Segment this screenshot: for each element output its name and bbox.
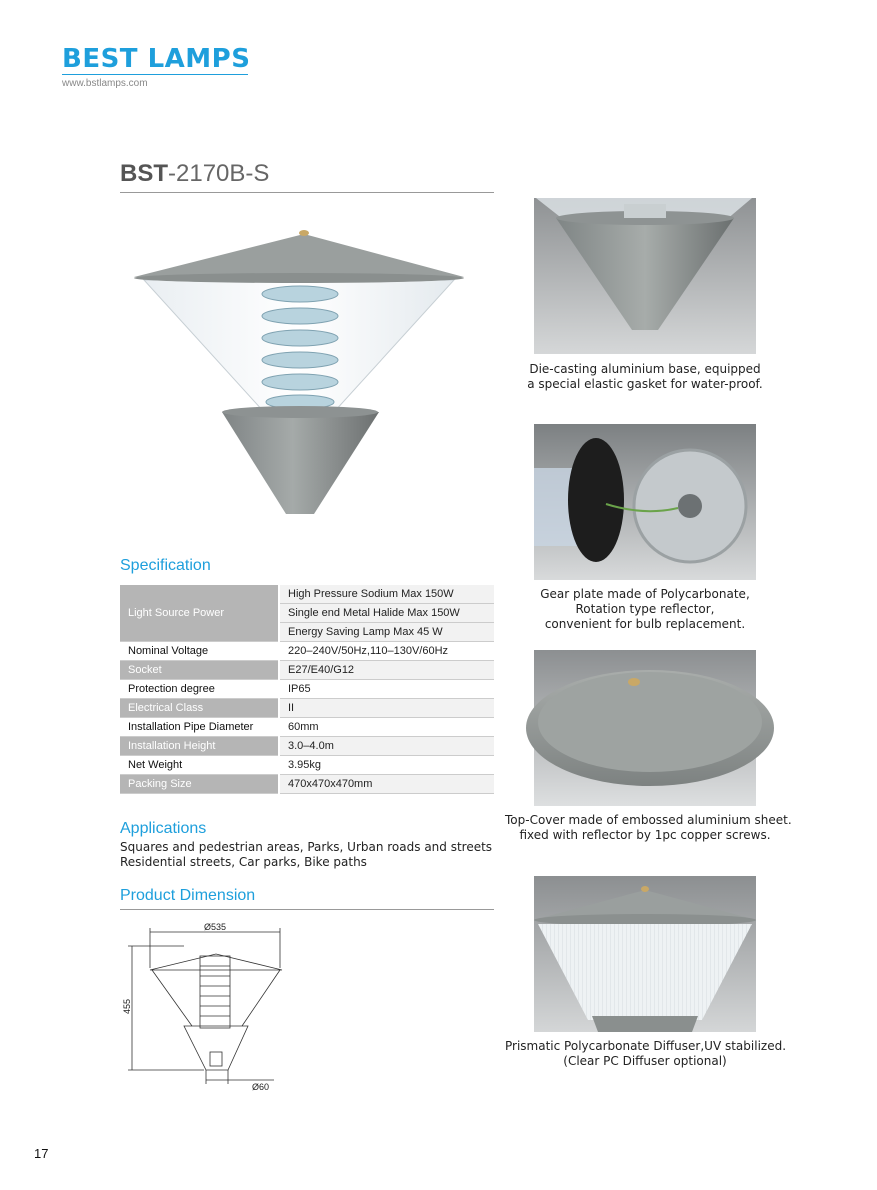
spec-value: 3.95kg — [279, 756, 494, 775]
caption-line: (Clear PC Diffuser optional) — [563, 1054, 727, 1068]
spec-label: Electrical Class — [120, 699, 279, 718]
applications-line: Residential streets, Car parks, Bike paths — [120, 855, 367, 869]
spec-value: 220–240V/50Hz,110–130V/60Hz — [279, 642, 494, 661]
base-caption — [505, 362, 785, 392]
caption-line: convenient for bulb replacement. — [544, 617, 746, 631]
brand-name: BEST LAMPS — [62, 44, 251, 74]
brand-logo — [62, 44, 250, 89]
model-suffix: -2170B-S — [168, 160, 270, 187]
cover-photo — [534, 650, 756, 806]
dimension-drawing — [124, 918, 294, 1100]
caption-line: fixed with reflector by 1pc copper screws. — [519, 828, 771, 842]
spec-value: E27/E40/G12 — [279, 661, 494, 680]
table-row — [120, 699, 494, 718]
diffuser-caption — [505, 1039, 785, 1069]
light-source-value: Single end Metal Halide Max 150W — [279, 604, 494, 623]
table-row — [120, 737, 494, 756]
applications-title: Applications — [120, 820, 207, 837]
spec-label: Nominal Voltage — [120, 642, 279, 661]
table-row — [120, 718, 494, 737]
model-title — [120, 160, 494, 193]
dimension-pipe-label: Ø60 — [252, 1082, 270, 1092]
spec-value: IP65 — [279, 680, 494, 699]
table-row — [120, 661, 494, 680]
spec-value: 3.0–4.0m — [279, 737, 494, 756]
brand-url: www.bstlamps.com — [62, 78, 148, 89]
gear-caption — [505, 587, 785, 632]
dimension-title: Product Dimension — [120, 887, 256, 904]
applications-text — [120, 840, 492, 870]
table-row — [120, 642, 494, 661]
spec-value: 470x470x470mm — [279, 775, 494, 794]
cover-caption — [505, 813, 792, 843]
dimension-rule — [120, 909, 494, 910]
caption-line: Gear plate made of Polycarbonate, — [540, 587, 750, 601]
spec-label: Net Weight — [120, 756, 279, 775]
table-row — [120, 756, 494, 775]
caption-line: Die-casting aluminium base, equipped — [529, 362, 761, 376]
main-product-image — [134, 222, 464, 522]
caption-line: Prismatic Polycarbonate Diffuser,UV stabilized. — [505, 1039, 787, 1053]
spec-label: Installation Height — [120, 737, 279, 756]
caption-line: Rotation type reflector, — [575, 602, 715, 616]
spec-table — [120, 585, 494, 794]
caption-line: a special elastic gasket for water-proof. — [527, 377, 763, 391]
dimension-width-label: Ø535 — [204, 922, 227, 932]
spec-label: Packing Size — [120, 775, 279, 794]
logo-underline — [62, 74, 248, 75]
base-photo — [534, 198, 756, 354]
specification-title: Specification — [120, 557, 211, 574]
spec-label: Socket — [120, 661, 279, 680]
spec-value: II — [279, 699, 494, 718]
spec-label: Protection degree — [120, 680, 279, 699]
dimension-height-label: 455 — [122, 998, 132, 1014]
spec-label: Installation Pipe Diameter — [120, 718, 279, 737]
table-row — [120, 680, 494, 699]
light-source-value: High Pressure Sodium Max 150W — [279, 585, 494, 604]
table-row — [120, 585, 494, 604]
caption-line: Top-Cover made of embossed aluminium sheet. — [505, 813, 792, 827]
applications-line: Squares and pedestrian areas, Parks, Urban roads and streets — [120, 840, 493, 854]
page-number: 17 — [34, 1146, 49, 1161]
light-source-value: Energy Saving Lamp Max 45 W — [279, 623, 494, 642]
light-source-label: Light Source Power — [120, 585, 279, 642]
model-prefix: BST — [120, 160, 168, 187]
table-row — [120, 775, 494, 794]
diffuser-photo — [534, 876, 756, 1032]
gear-photo — [534, 424, 756, 580]
spec-value: 60mm — [279, 718, 494, 737]
